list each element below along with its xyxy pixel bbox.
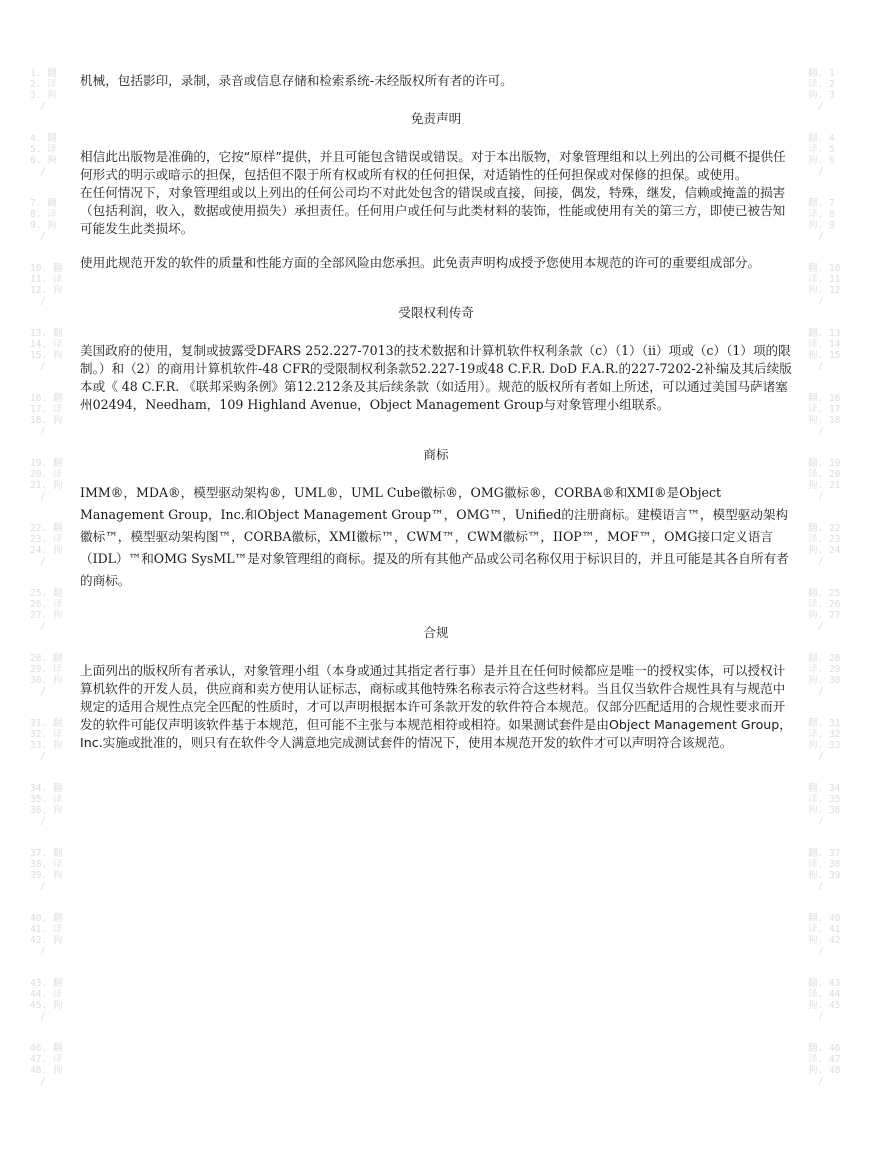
margin-number-group bbox=[808, 848, 844, 913]
margin-number-group bbox=[30, 198, 66, 263]
margin-number: 3. 狗 bbox=[30, 90, 57, 101]
margin-number-group bbox=[30, 653, 66, 718]
margin-number: / bbox=[818, 296, 824, 307]
left-margin-line-numbers bbox=[30, 68, 66, 1108]
margin-number-group bbox=[30, 458, 66, 523]
margin-number: 翻. 1 bbox=[808, 68, 835, 79]
restricted-rights-heading: 受限权利传奇 bbox=[398, 305, 474, 320]
margin-number: / bbox=[40, 1011, 46, 1022]
trademarks-heading: 商标 bbox=[423, 447, 449, 462]
margin-number: 12. 狗 bbox=[30, 285, 63, 296]
margin-number: / bbox=[818, 426, 824, 437]
margin-number: 8. 译 bbox=[30, 209, 57, 220]
margin-number: 36. 狗 bbox=[30, 805, 63, 816]
margin-number: 9. 狗 bbox=[30, 220, 57, 231]
margin-number: / bbox=[40, 166, 46, 177]
margin-number-group bbox=[808, 588, 844, 653]
disclaimer-heading: 免责声明 bbox=[410, 111, 462, 126]
margin-number-group bbox=[808, 523, 844, 588]
margin-number: 翻. 10 bbox=[808, 263, 841, 274]
margin-number: 译. 41 bbox=[808, 924, 841, 935]
margin-number: / bbox=[40, 946, 46, 957]
margin-number: / bbox=[818, 881, 824, 892]
margin-number: 2. 译 bbox=[30, 79, 57, 90]
disclaimer-paragraph-3: 使用此规范开发的软件的质量和性能方面的全部风险由您承担。此免责声明构成授予您使用本规范的许可的重要组成部分。 bbox=[80, 255, 761, 270]
margin-number: 狗. 48 bbox=[808, 1065, 841, 1076]
margin-number: 10. 翻 bbox=[30, 263, 63, 274]
intro-line: 机械，包括影印，录制，录音或信息存储和检索系统-未经版权所有者的许可。 bbox=[80, 73, 513, 88]
margin-number: / bbox=[40, 491, 46, 502]
margin-number: 48. 狗 bbox=[30, 1065, 63, 1076]
margin-number-group bbox=[808, 198, 844, 263]
margin-number: 译. 32 bbox=[808, 729, 841, 740]
margin-number: 13. 翻 bbox=[30, 328, 63, 339]
margin-number: 43. 翻 bbox=[30, 978, 63, 989]
margin-number-group bbox=[808, 978, 844, 1043]
margin-number: / bbox=[818, 1076, 824, 1087]
disclaimer-paragraph-1: 相信此出版物是准确的，它按“原样”提供，并且可能包含错误或错误。对于本出版物，对象管理组和以上列出的公司概不提供任何形式的明示或暗示的担保，包括但不限于所有权或所有权的任何担保，对适销性的任何担保或对保修的担保。或使用。 bbox=[80, 149, 786, 182]
margin-number: 狗. 21 bbox=[808, 480, 841, 491]
margin-number-group bbox=[30, 848, 66, 913]
margin-number: 29. 译 bbox=[30, 664, 63, 675]
margin-number: / bbox=[818, 946, 824, 957]
margin-number: 翻. 7 bbox=[808, 198, 835, 209]
margin-number: 译. 5 bbox=[808, 144, 835, 155]
margin-number: 7. 翻 bbox=[30, 198, 57, 209]
margin-number: 译. 20 bbox=[808, 469, 841, 480]
margin-number: / bbox=[40, 231, 46, 242]
margin-number: 45. 狗 bbox=[30, 1000, 63, 1011]
margin-number: 翻. 13 bbox=[808, 328, 841, 339]
margin-number: / bbox=[818, 101, 824, 112]
margin-number-group bbox=[808, 133, 844, 198]
margin-number: 翻. 34 bbox=[808, 783, 841, 794]
margin-number: / bbox=[818, 166, 824, 177]
margin-number: 33. 狗 bbox=[30, 740, 63, 751]
margin-number-group bbox=[30, 978, 66, 1043]
margin-number: 狗. 24 bbox=[808, 545, 841, 556]
margin-number-group bbox=[30, 1043, 66, 1108]
margin-number: 22. 翻 bbox=[30, 523, 63, 534]
margin-number: 25. 翻 bbox=[30, 588, 63, 599]
margin-number: 14. 译 bbox=[30, 339, 63, 350]
margin-number: 狗. 6 bbox=[808, 155, 835, 166]
margin-number-group bbox=[30, 393, 66, 458]
margin-number: 译. 8 bbox=[808, 209, 835, 220]
margin-number: 40. 翻 bbox=[30, 913, 63, 924]
margin-number: / bbox=[40, 751, 46, 762]
margin-number: 18. 狗 bbox=[30, 415, 63, 426]
margin-number: / bbox=[818, 686, 824, 697]
margin-number: / bbox=[40, 101, 46, 112]
margin-number: / bbox=[40, 296, 46, 307]
margin-number: / bbox=[40, 881, 46, 892]
margin-number: / bbox=[818, 621, 824, 632]
margin-number: 11. 译 bbox=[30, 274, 63, 285]
margin-number: 狗. 33 bbox=[808, 740, 841, 751]
margin-number: 译. 29 bbox=[808, 664, 841, 675]
margin-number: 翻. 16 bbox=[808, 393, 841, 404]
trademarks-paragraph: IMM®，MDA®，模型驱动架构®，UML®，UML Cube徽标®，OMG徽标®，CORBA®和XMI®是Object Management Group，Inc.和Object Management Group™，OMG™，Unified的注册商标。建模语言™，模型驱动架构徽标™，模型驱动架构图™，CORBA徽标，XMI徽标™，CWM™，CWM徽标™，IIOP™，MOF™，OMG接口定义语言（IDL）™和OMG SysML™是对象管理组的商标。提及的所有其他产品或公司名称仅用于标识目的，并且可能是其各自所有者的商标。 bbox=[80, 485, 789, 588]
margin-number: 翻. 4 bbox=[808, 133, 835, 144]
margin-number: 狗. 12 bbox=[808, 285, 841, 296]
margin-number: / bbox=[818, 751, 824, 762]
margin-number: 42. 狗 bbox=[30, 935, 63, 946]
margin-number: 46. 翻 bbox=[30, 1043, 63, 1054]
margin-number: 译. 23 bbox=[808, 534, 841, 545]
margin-number: 37. 翻 bbox=[30, 848, 63, 859]
margin-number: / bbox=[40, 1076, 46, 1087]
margin-number: 47. 译 bbox=[30, 1054, 63, 1065]
margin-number: 翻. 19 bbox=[808, 458, 841, 469]
margin-number: 23. 译 bbox=[30, 534, 63, 545]
margin-number-group bbox=[30, 783, 66, 848]
margin-number-group bbox=[808, 783, 844, 848]
margin-number: 38. 译 bbox=[30, 859, 63, 870]
margin-number-group bbox=[30, 68, 66, 133]
margin-number: 译. 38 bbox=[808, 859, 841, 870]
margin-number-group bbox=[30, 523, 66, 588]
margin-number: 翻. 22 bbox=[808, 523, 841, 534]
margin-number: 翻. 40 bbox=[808, 913, 841, 924]
margin-number: 翻. 28 bbox=[808, 653, 841, 664]
margin-number: 30. 狗 bbox=[30, 675, 63, 686]
margin-number: 44. 译 bbox=[30, 989, 63, 1000]
margin-number: / bbox=[818, 361, 824, 372]
margin-number: / bbox=[818, 1011, 824, 1022]
margin-number: 译. 26 bbox=[808, 599, 841, 610]
margin-number: 21. 狗 bbox=[30, 480, 63, 491]
margin-number: 27. 狗 bbox=[30, 610, 63, 621]
margin-number: 32. 译 bbox=[30, 729, 63, 740]
margin-number: 16. 翻 bbox=[30, 393, 63, 404]
margin-number: 翻. 25 bbox=[808, 588, 841, 599]
margin-number-group bbox=[30, 718, 66, 783]
margin-number: 翻. 43 bbox=[808, 978, 841, 989]
margin-number: 4. 翻 bbox=[30, 133, 57, 144]
margin-number: 39. 狗 bbox=[30, 870, 63, 881]
margin-number: 狗. 15 bbox=[808, 350, 841, 361]
margin-number: 35. 译 bbox=[30, 794, 63, 805]
margin-number: 狗. 45 bbox=[808, 1000, 841, 1011]
margin-number: 译. 11 bbox=[808, 274, 841, 285]
margin-number: 狗. 18 bbox=[808, 415, 841, 426]
margin-number: 翻. 37 bbox=[808, 848, 841, 859]
margin-number: / bbox=[40, 426, 46, 437]
margin-number: 5. 译 bbox=[30, 144, 57, 155]
margin-number: / bbox=[818, 556, 824, 567]
margin-number: 狗. 9 bbox=[808, 220, 835, 231]
margin-number: 狗. 39 bbox=[808, 870, 841, 881]
margin-number: 34. 翻 bbox=[30, 783, 63, 794]
margin-number: 26. 译 bbox=[30, 599, 63, 610]
margin-number-group bbox=[808, 913, 844, 978]
margin-number: / bbox=[818, 231, 824, 242]
margin-number: 译. 47 bbox=[808, 1054, 841, 1065]
margin-number: 狗. 42 bbox=[808, 935, 841, 946]
margin-number: 译. 14 bbox=[808, 339, 841, 350]
margin-number: 41. 译 bbox=[30, 924, 63, 935]
margin-number: 17. 译 bbox=[30, 404, 63, 415]
margin-number-group bbox=[808, 263, 844, 328]
margin-number: 24. 狗 bbox=[30, 545, 63, 556]
margin-number: 狗. 36 bbox=[808, 805, 841, 816]
margin-number-group bbox=[808, 653, 844, 718]
margin-number: 狗. 3 bbox=[808, 90, 835, 101]
margin-number-group bbox=[808, 68, 844, 133]
margin-number: 翻. 46 bbox=[808, 1043, 841, 1054]
compliance-heading: 合规 bbox=[423, 625, 449, 640]
margin-number: / bbox=[818, 491, 824, 502]
margin-number: 19. 翻 bbox=[30, 458, 63, 469]
margin-number-group bbox=[808, 328, 844, 393]
document-body bbox=[80, 72, 792, 752]
compliance-paragraph: 上面列出的版权所有者承认，对象管理小组（本身或通过其指定者行事）是并且在任何时候都应是唯一的授权实体，可以授权计算机软件的开发人员，供应商和卖方使用认证标志，商标或其他特殊名称表示符合这些材料。当且仅当软件合规性具有与规范中规定的适用合规性点完全匹配的性质时，才可以声明根据本许可条款开发的软件符合本规范。仅部分匹配适用的合规性要求而开发的软件可能仅声明该软件基于本规范，但可能不主张与本规范相符或相符。如果测试套件是由Object Management Group，Inc.实施或批准的，则只有在软件令人满意地完成测试套件的情况下，使用本规范开发的软件才可以声明符合该规范。 bbox=[80, 663, 792, 750]
margin-number: 译. 2 bbox=[808, 79, 835, 90]
margin-number-group bbox=[30, 263, 66, 328]
margin-number-group bbox=[30, 588, 66, 653]
right-margin-line-numbers bbox=[808, 68, 844, 1108]
margin-number: / bbox=[40, 816, 46, 827]
margin-number-group bbox=[30, 913, 66, 978]
margin-number: 译. 44 bbox=[808, 989, 841, 1000]
margin-number: / bbox=[818, 816, 824, 827]
margin-number: 6. 狗 bbox=[30, 155, 57, 166]
margin-number: 1. 翻 bbox=[30, 68, 57, 79]
margin-number: 狗. 30 bbox=[808, 675, 841, 686]
margin-number-group bbox=[808, 458, 844, 523]
margin-number-group bbox=[30, 328, 66, 393]
margin-number: 31. 翻 bbox=[30, 718, 63, 729]
margin-number: 狗. 27 bbox=[808, 610, 841, 621]
margin-number: 翻. 31 bbox=[808, 718, 841, 729]
margin-number: / bbox=[40, 361, 46, 372]
margin-number: 译. 35 bbox=[808, 794, 841, 805]
margin-number: 20. 译 bbox=[30, 469, 63, 480]
margin-number: 15. 狗 bbox=[30, 350, 63, 361]
margin-number: 28. 翻 bbox=[30, 653, 63, 664]
margin-number-group bbox=[30, 133, 66, 198]
disclaimer-paragraph-2: 在任何情况下，对象管理组或以上列出的任何公司均不对此处包含的错误或直接，间接，偶发，特殊，继发，信赖或掩盖的损害（包括利润，收入，数据或使用损失）承担责任。任何用户或任何与此类材料的装饰，性能或使用有关的第三方，即使已被告知可能发生此类损坏。 bbox=[80, 185, 786, 236]
margin-number: 译. 17 bbox=[808, 404, 841, 415]
margin-number: / bbox=[40, 621, 46, 632]
margin-number: / bbox=[40, 556, 46, 567]
restricted-rights-paragraph: 美国政府的使用，复制或披露受DFARS 252.227-7013的技术数据和计算机软件权利条款（c）（1）（ii）项或（c）（1）项的限制。）和（2）的商用计算机软件-48 CFR的受限制权利条款52.227-19或48 C.F.R. DoD F.A.R.的227-7202-2补编及其后续版本或《 48 C.F.R. 《联邦采购条例》第12.212条及其后续条款（如适用）。规范的版权所有者如上所述，可以通过美国马萨诸塞州02494，Needham，109 Highland Avenue，Object Management Group与对象管理小组联系。 bbox=[80, 343, 792, 412]
margin-number-group bbox=[808, 1043, 844, 1108]
margin-number-group bbox=[808, 393, 844, 458]
margin-number-group bbox=[808, 718, 844, 783]
margin-number: / bbox=[40, 686, 46, 697]
